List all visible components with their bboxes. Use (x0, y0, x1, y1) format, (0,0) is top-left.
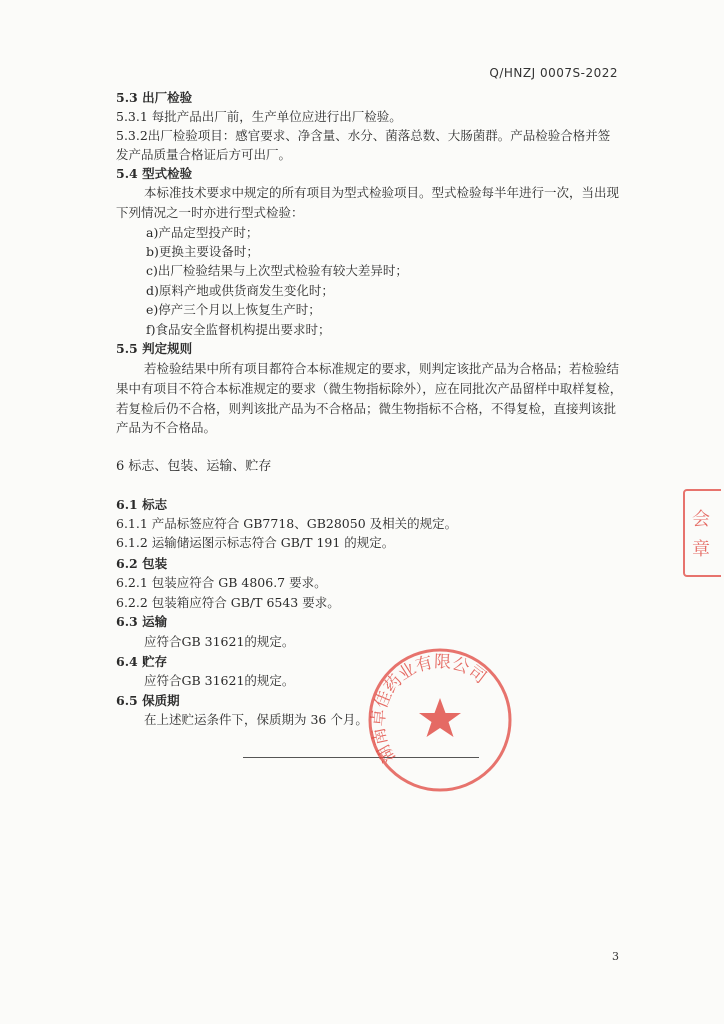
clause-6-5-text: 在上述贮运条件下，保质期为 36 个月。 (144, 712, 368, 727)
list-item-a: a)产品定型投产时； (146, 225, 259, 240)
seal-graphic (360, 640, 520, 800)
section-5-4-heading: 5.4 型式检验 (116, 166, 193, 181)
svg-text:湖南卓佳药业有限公司 (369, 652, 490, 766)
clause-5-3-2-line1: 5.3.2出厂检验项目：感官要求、净含量、水分、菌落总数、大肠菌群。产品检验合格并签 (116, 128, 611, 143)
svg-text:章: 章 (692, 539, 710, 560)
section-6-3-heading: 6.3 运输 (116, 614, 168, 629)
clause-6-2-1: 6.2.1 包装应符合 GB 4806.7 要求。 (116, 575, 327, 590)
svg-text:会: 会 (692, 509, 710, 530)
section-6-5-heading: 6.5 保质期 (116, 693, 180, 708)
clause-5-3-2-line2: 发产品质量合格证后方可出厂。 (116, 147, 292, 162)
clause-6-3-text: 应符合GB 31621的规定。 (144, 634, 295, 649)
clause-6-1-1: 6.1.1 产品标签应符合 GB7718、GB28050 及相关的规定。 (116, 516, 458, 531)
clause-6-4-text: 应符合GB 31621的规定。 (144, 673, 295, 688)
list-item-b: b)更换主要设备时； (146, 244, 259, 259)
clause-5-5-line4: 产品为不合格品。 (116, 420, 217, 435)
clause-5-5-line2: 果中有项目不符合本标准规定的要求（微生物指标除外），应在同批次产品留样中取样复检， (116, 381, 623, 396)
clause-5-4-line1: 本标准技术要求中规定的所有项目为型式检验项目。型式检验每半年进行一次，当出现 (144, 185, 620, 200)
list-item-c: c)出厂检验结果与上次型式检验有较大差异时； (146, 263, 408, 278)
list-item-f: f)食品安全监督机构提出要求时； (146, 322, 331, 337)
section-5-3-heading: 5.3 出厂检验 (116, 90, 193, 105)
page-number: 3 (612, 950, 619, 963)
section-6-2-heading: 6.2 包装 (116, 556, 168, 571)
section-6-4-heading: 6.4 贮存 (116, 654, 168, 669)
section-6-1-heading: 6.1 标志 (116, 497, 168, 512)
side-seal (681, 487, 721, 579)
company-seal (360, 640, 520, 800)
clause-5-5-line1: 若检验结果中所有项目都符合本标准规定的要求，则判定该批产品为合格品；若检验结 (144, 361, 620, 376)
list-item-d: d)原料产地或供货商发生变化时； (146, 283, 334, 298)
clause-5-5-line3: 若复检后仍不合格，则判该批产品为不合格品；微生物指标不合格，不得复检，直接判该批 (116, 401, 617, 416)
standard-code: Q/HNZJ 0007S-2022 (489, 66, 618, 80)
section-5-5-heading: 5.5 判定规则 (116, 341, 193, 356)
seal-company-name: 湖南卓佳药业有限公司 (368, 652, 490, 766)
clause-5-3-1: 5.3.1 每批产品出厂前，生产单位应进行出厂检验。 (116, 109, 402, 124)
chapter-6-heading: 6 标志、包装、运输、贮存 (116, 459, 272, 474)
list-item-e: e)停产三个月以上恢复生产时； (146, 302, 321, 317)
clause-6-1-2: 6.1.2 运输储运图示标志符合 GB/T 191 的规定。 (116, 535, 395, 550)
clause-6-2-2: 6.2.2 包装箱应符合 GB/T 6543 要求。 (116, 595, 340, 610)
clause-5-4-line2: 下列情况之一时亦进行型式检验： (116, 205, 304, 220)
